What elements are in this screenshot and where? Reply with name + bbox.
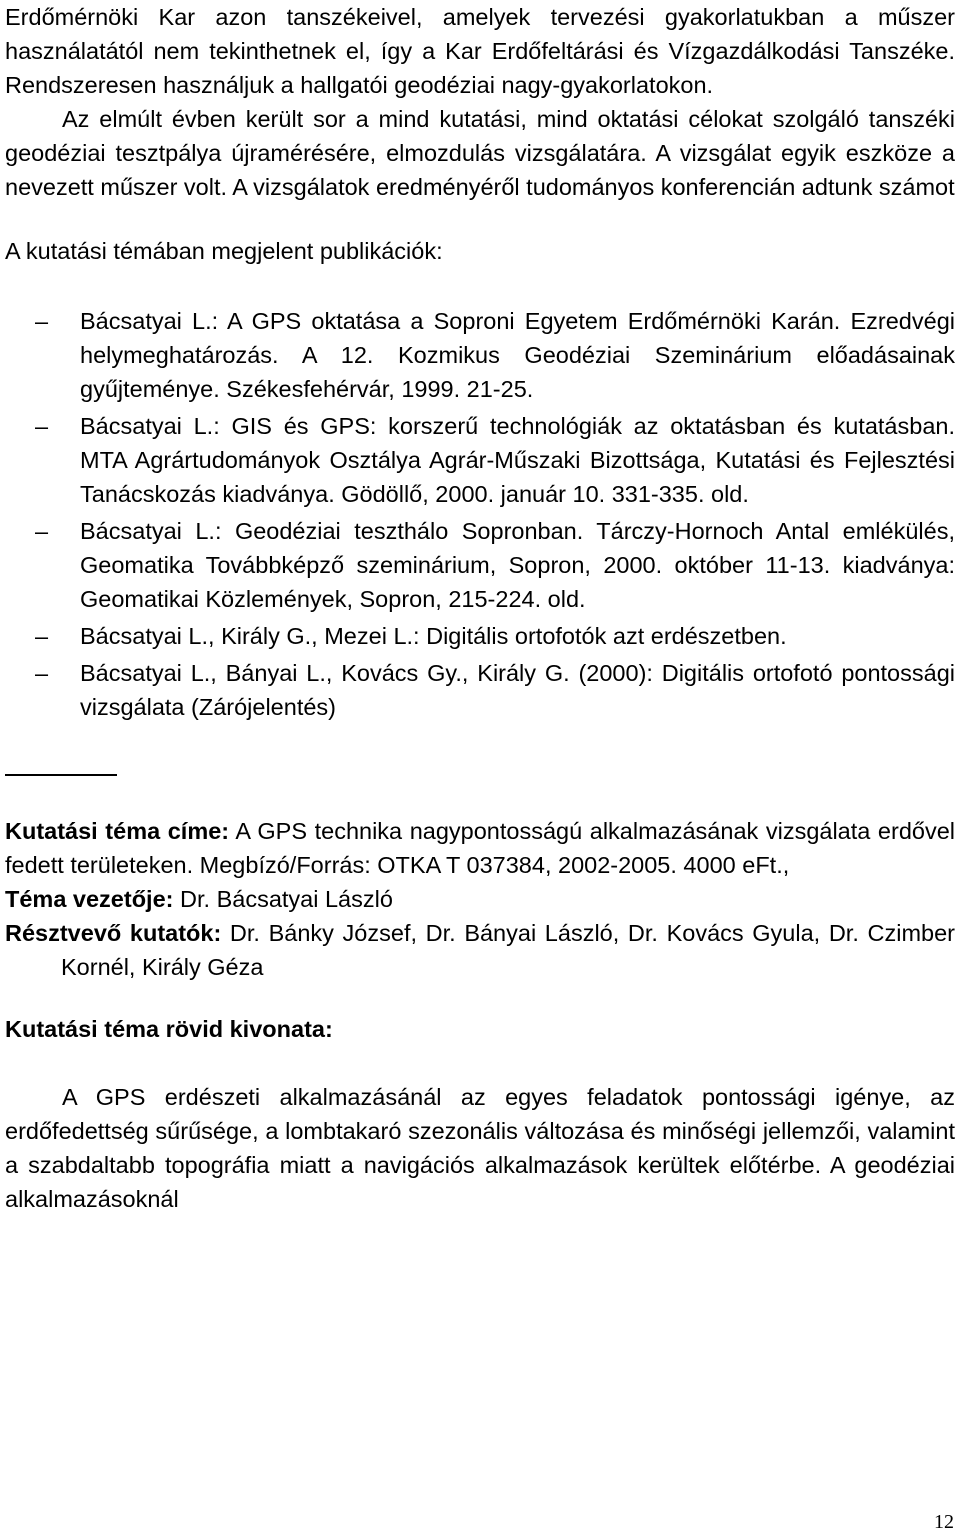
list-dash: – xyxy=(35,518,49,544)
intro-paragraph-2: Az elmúlt évben került sor a mind kutatási, mind oktatási célokat szolgáló tanszéki geodéziai tesztpálya újramérésére, elmozdulás vizsgálatára. A vizsgálat egyik eszköze a nevezett műszer volt. A vizsgálatok eredményéről tudományos konferencián adtunk számot xyxy=(5,106,955,200)
publication-text: Bácsatyai L., Bányai L., Kovács Gy., Király G. (2000): Digitális ortofotó pontossági vizsgálata (Zárójelentés) xyxy=(80,660,955,720)
publication-list xyxy=(5,304,955,724)
document-page xyxy=(5,0,955,1216)
list-dash: – xyxy=(35,308,49,334)
publication-item-1 xyxy=(5,304,955,406)
theme-leader-label: Téma vezetője: xyxy=(5,886,174,912)
abstract-heading: Kutatási téma rövid kivonata: xyxy=(5,1016,333,1042)
theme-title-label: Kutatási téma címe: xyxy=(5,818,230,844)
page-number: 12 xyxy=(934,1511,954,1533)
publication-item-2 xyxy=(5,409,955,511)
publication-text: Bácsatyai L., Király G., Mezei L.: Digitális ortofotók azt erdészetben. xyxy=(80,623,787,649)
theme-title xyxy=(5,814,955,882)
publications-heading: A kutatási témában megjelent publikációk: xyxy=(5,238,443,264)
theme-leader-text: Dr. Bácsatyai László xyxy=(173,886,393,912)
theme-leader xyxy=(5,882,955,916)
publication-item-5 xyxy=(5,656,955,724)
publication-item-4 xyxy=(5,619,955,653)
section-divider xyxy=(5,774,117,776)
publication-text: Bácsatyai L.: A GPS oktatása a Soproni Egyetem Erdőmérnöki Karán. Ezredvégi helymeghatározás. A 12. Kozmikus Geodéziai Szeminárium előadásainak gyűjteménye. Székesfehérvár, 1999. 21-25. xyxy=(80,308,955,402)
theme-members-text: Dr. Bánky József, Dr. Bányai László, Dr. Kovács Gyula, Dr. Czimber Kornél, Király Géza xyxy=(61,920,955,980)
intro-paragraph-1: Erdőmérnöki Kar azon tanszékeivel, amelyek tervezési gyakorlatukban a műszer használatától nem tekinthetnek el, így a Kar Erdőfeltárási és Vízgazdálkodási Tanszéke. Rendszeresen használjuk a hallgatói geodéziai nagy-gyakorlatokon. xyxy=(5,4,955,98)
list-dash: – xyxy=(35,660,49,686)
publication-text: Bácsatyai L.: GIS és GPS: korszerű technológiák az oktatásban és kutatásban. MTA Agrártudományok Osztálya Agrár-Műszaki Bizottsága, Kutatási és Fejlesztési Tanácskozás kiadványa. Gödöllő, 2000. január 10. 331-335. old. xyxy=(80,413,955,507)
abstract-text: A GPS erdészeti alkalmazásánál az egyes feladatok pontossági igénye, az erdőfedettség sűrűsége, a lombtakaró szezonális változása és minőségi jellemzői, valamint a szabdaltabb topográfia miatt a navigációs alkalmazások kerültek előtérbe. A geodéziai alkalmazásoknál xyxy=(5,1084,955,1212)
theme-title-text: A GPS technika nagypontosságú alkalmazásának vizsgálata erdővel fedett területeken. Megbízó/Forrás: OTKA T 037384, 2002-2005. 4000 eFt., xyxy=(5,818,955,878)
theme-members xyxy=(5,916,955,984)
publication-text: Bácsatyai L.: Geodéziai teszthálo Sopronban. Tárczy-Hornoch Antal emlékülés, Geomatika Továbbképző szeminárium, Sopron, 2000. október 11-13. kiadványa: Geomatikai Közlemények, Sopron, 215-224. old. xyxy=(80,518,955,612)
publication-item-3 xyxy=(5,514,955,616)
list-dash: – xyxy=(35,623,49,649)
list-dash: – xyxy=(35,413,49,439)
theme-members-label: Résztvevő kutatók: xyxy=(5,920,222,946)
